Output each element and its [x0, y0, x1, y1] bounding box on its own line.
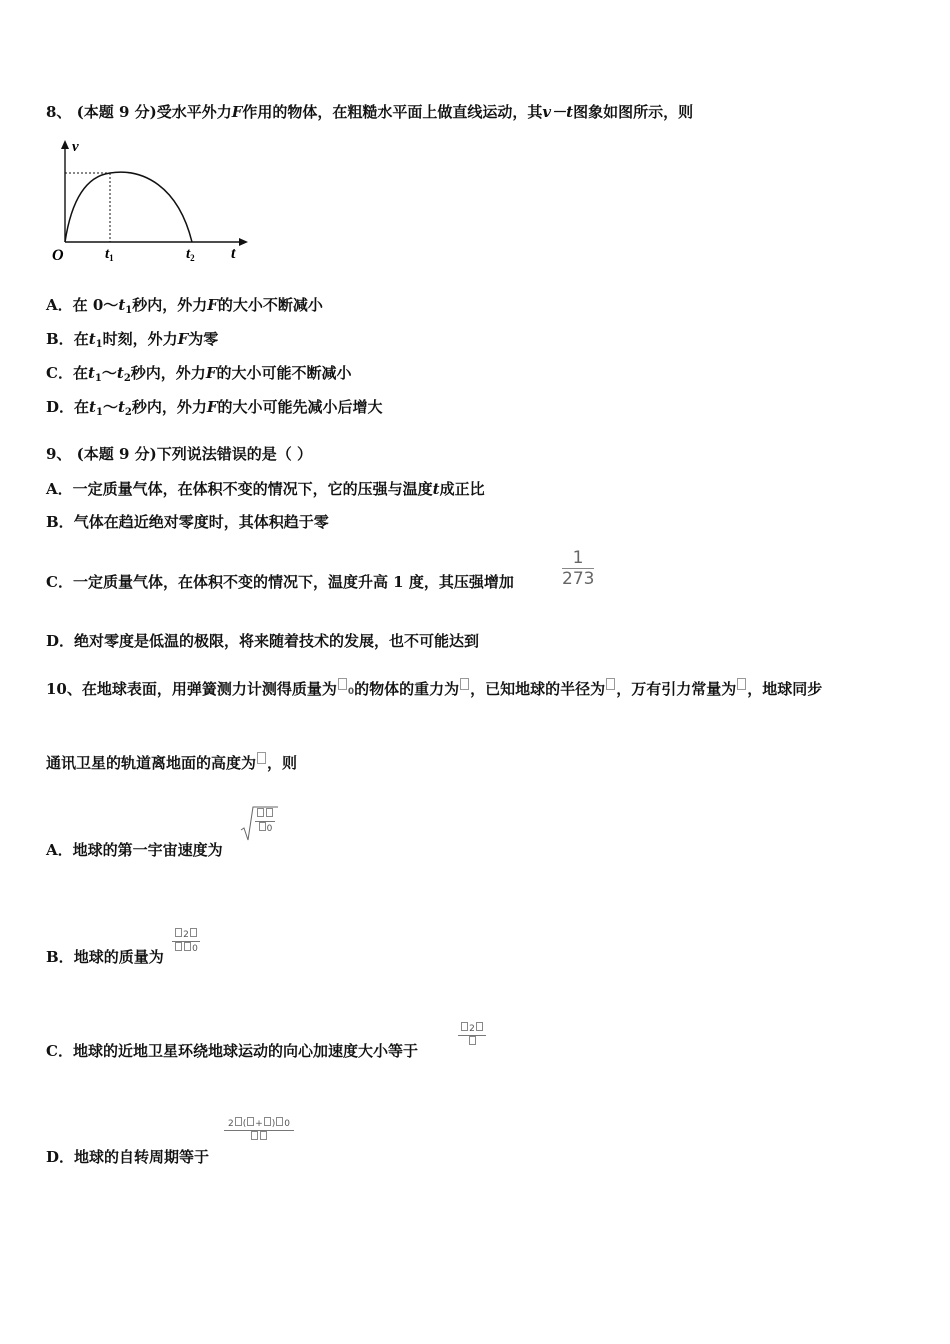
q9-option-b: B．气体在趋近绝对零度时，其体积趋于零: [46, 513, 329, 531]
t2-label: $t_2$: [186, 246, 195, 263]
q8-option-b: B．在$t_1$时刻，外力F为零: [46, 330, 219, 350]
q9-option-d: D．绝对零度是低温的极限，将来随着技术的发展，也不可能达到: [46, 632, 480, 650]
q10-b-fraction: 2 0: [172, 928, 200, 955]
q9-option-c: C．一定质量气体，在体积不变的情况下，温度升高 1 度，其压强增加: [46, 573, 514, 591]
q9-c-fraction: 1 273: [562, 548, 595, 589]
placeholder-symbol: [737, 678, 746, 690]
vt-curve: [65, 172, 192, 242]
q10-c-fraction: 2: [458, 1022, 486, 1049]
x-axis-arrow: [239, 238, 248, 246]
t1-label: $t_1$: [105, 246, 114, 263]
q10-option-a: A．地球的第一宇宙速度为: [46, 841, 223, 859]
q10-stem-line2: 通讯卫星的轨道离地面的高度为 ，则: [46, 754, 298, 772]
q8-option-d: D．在$t_1\sim t_2$秒内，外力F的大小可能先减小后增大: [46, 398, 383, 418]
q9-option-a: A．一定质量气体，在体积不变的情况下，它的压强与温度t成正比: [46, 480, 485, 498]
q10-option-d: D．地球的自转周期等于: [46, 1148, 210, 1166]
q8-vt-graph: [48, 136, 258, 268]
v-label: v: [72, 139, 79, 155]
q10-a-fraction: 0: [255, 808, 275, 835]
placeholder-symbol: [460, 678, 469, 690]
q9-stem: 9、 (本题 9 分)下列说法错误的是（ ）: [46, 445, 312, 463]
q8-stem: 8、 (本题 9 分)受水平外力F作用的物体，在粗糙水平面上做直线运动，其v－t图象如图所示，则: [46, 103, 694, 121]
q8-option-c: C．在$t_1\sim t_2$秒内，外力F的大小可能不断减小: [46, 364, 352, 384]
placeholder-symbol: [606, 678, 615, 690]
q10-option-b: B．地球的质量为: [46, 948, 164, 966]
placeholder-symbol: [338, 678, 347, 690]
t-axis-label: t: [231, 245, 236, 262]
origin-label: O: [52, 247, 64, 264]
placeholder-symbol: [257, 752, 266, 764]
q10-stem-line1: 10、在地球表面，用弹簧测力计测得质量为 0的物体的重力为 ，已知地球的半径为 ，万有引力常量为 ，地球同步: [46, 680, 823, 698]
q10-d-fraction: 2 ( + ) 0: [224, 1117, 294, 1144]
y-axis-arrow: [61, 140, 69, 149]
q10-option-c: C．地球的近地卫星环绕地球运动的向心加速度大小等于: [46, 1042, 418, 1060]
q8-option-a: A．在 $0\sim t_1$秒内，外力F的大小不断减小: [46, 296, 323, 316]
